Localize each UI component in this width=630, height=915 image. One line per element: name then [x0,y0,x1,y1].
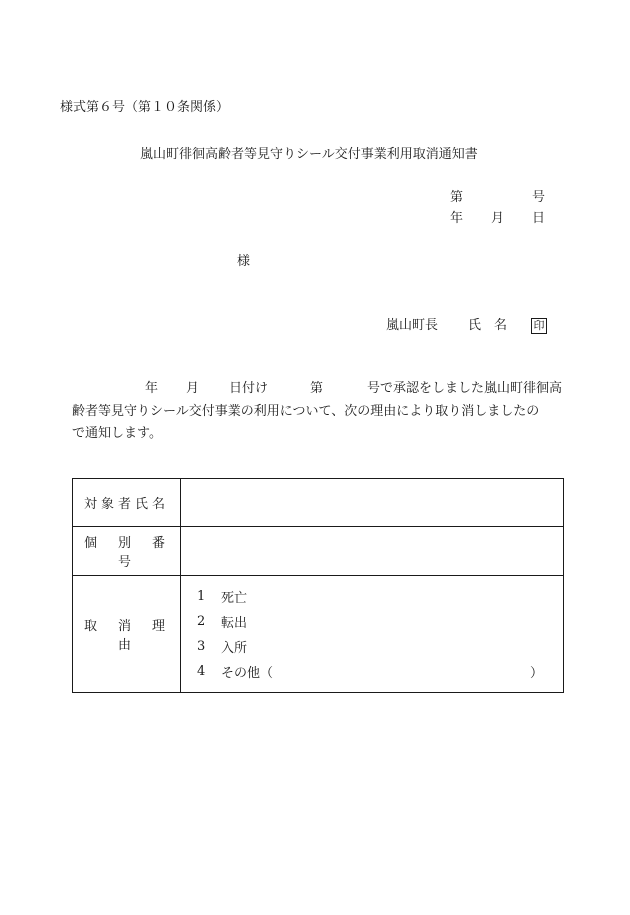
body-date-label: 日付け [229,381,269,396]
body-month: 月 [186,381,200,396]
reason-number: 1 [197,589,206,604]
table-row [73,576,564,693]
form-number: 様式第６号（第１０条関係） [60,100,230,115]
body-no: 第 [310,381,324,396]
reason-other-close: ） [529,666,543,681]
seal-mark [531,318,547,334]
reason-item[interactable] [197,609,563,634]
reason-item[interactable] [197,584,563,609]
table-row [73,527,564,576]
recipient-suffix: 様 [237,254,251,269]
table-row [73,479,564,527]
date-day: 日 [532,211,546,226]
reason-list [181,576,563,692]
reason-label: 取 消 理 由 [73,576,181,693]
name-label: 対象者氏名 [73,479,181,527]
id-field[interactable] [181,527,564,576]
form-table [72,478,564,693]
body-line3: で通知します。 [72,426,162,441]
reason-text: その他（ [221,666,274,681]
issuer-title: 嵐山町長 [386,318,439,333]
date-year: 年 [450,211,464,226]
body-line1-rest: 号で承認をしました嵐山町徘徊高 [367,381,563,396]
reason-number: 4 [197,664,206,679]
date-month: 月 [491,211,505,226]
body-year: 年 [145,381,159,396]
doc-number-prefix: 第 [450,190,464,205]
document-title: 嵐山町徘徊高齢者等見守りシール交付事業利用取消通知書 [140,147,478,162]
body-line2: 齢者等見守りシール交付事業の利用について、次の理由により取り消しましたの [72,404,540,419]
issuer-name-label: 氏 名 [468,318,508,333]
name-field[interactable] [181,479,564,527]
reason-number: 2 [197,614,206,629]
reason-text: 死亡 [221,591,248,606]
seal-text: 印 [531,318,547,334]
reason-item[interactable] [197,659,563,684]
reason-text: 入所 [221,641,248,656]
reason-cell [181,576,564,693]
reason-item[interactable] [197,634,563,659]
id-label: 個 別 番 号 [73,527,181,576]
doc-number-suffix: 号 [532,190,546,205]
reason-text: 転出 [221,616,248,631]
reason-number: 3 [197,639,206,654]
